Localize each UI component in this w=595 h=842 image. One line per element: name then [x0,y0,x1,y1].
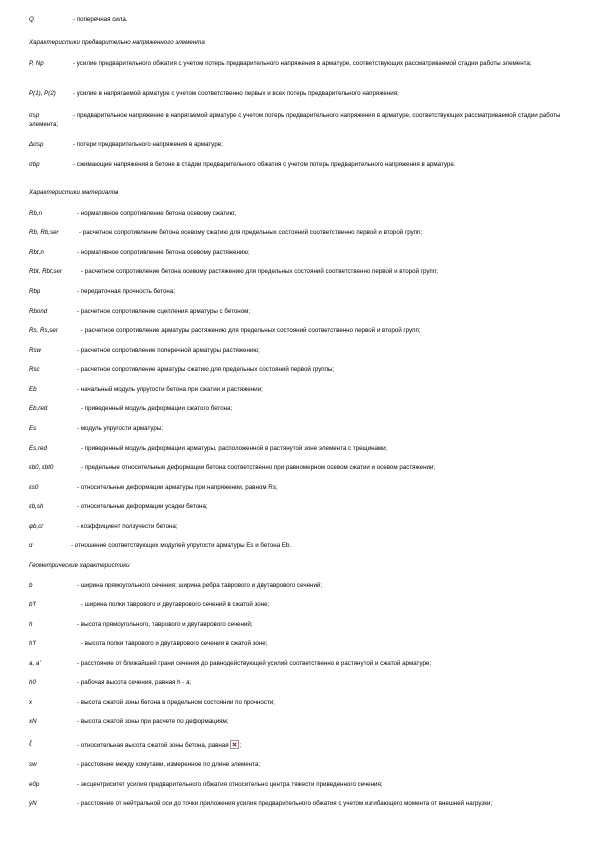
symbol-row [29,405,577,414]
symbol: P, Np [29,60,44,67]
description: - начальный модуль упругости бетона при сжатии и растяжении; [77,386,263,393]
symbol-row [29,660,577,669]
description: - расстояние от нейтральной оси до точки приложения усилия предварительного обжатия с учетом изгибающего момента от внешней нагрузки; [77,800,493,807]
symbol: Rb, Rb,ser [29,229,59,236]
description: - относительные деформации усадки бетона; [77,503,208,510]
description-with-formula: - относительная высота сжатой зоны бетона, равная ; [77,742,242,749]
description: - нормативное сопротивление бетона осевому растяжению; [77,249,250,256]
symbol: P(1), P(2) [29,90,56,97]
description: - высота полки таврового и двутаврового сечения в сжатой зоне; [81,640,268,647]
symbol-row [29,347,577,356]
symbol-row [29,386,577,395]
symbol: xN [29,718,37,725]
symbol-row [29,425,577,434]
symbol-row [29,90,577,99]
description: - ширина прямоугольного сечения; ширина ребра таврового и двутаврового сечений; [77,582,323,589]
symbol: x [29,699,33,706]
symbol: h'f [29,640,36,647]
symbol: εs0 [29,484,39,491]
symbol-row [29,366,577,375]
symbol: ξ [29,740,32,747]
symbol-row [29,464,577,473]
symbol-row [29,249,577,258]
description: - предварительное напряжение в напрягаемой арматуре с учетом потерь предварительного напряжения в арматуре, соответствующих рассматриваемой стадии работы элемента; [29,112,561,128]
symbol-row [29,621,577,630]
description: - расчетное сопротивление бетона осевому растяжению для предельных состояний соответственно первой и второй групп; [81,268,438,275]
symbol-row [29,800,577,809]
symbol: Rsc [29,366,40,373]
symbol: b [29,582,33,589]
description: - приведенный модуль деформации арматуры, расположенной в растянутой зоне элемента с трещинами; [81,445,388,452]
symbol: εb,sh [29,503,44,510]
symbol-row [29,210,577,219]
symbol: e0p [29,781,40,788]
section-heading-prestress: Характеристики предварительно напряженного элемента [29,39,205,46]
description: - предельные относительные деформации бетона соответственно при равномерном осевом сжатии и осевом растяжении; [81,464,436,471]
description: - высота прямоугольного, таврового и двутаврового сечений; [77,621,253,628]
broken-image-icon [230,740,239,749]
symbol-row [29,141,577,150]
symbol: Es [29,425,37,432]
description: - передаточная прочность бетона; [77,288,175,295]
symbol: Rsw [29,347,42,354]
symbol-row [29,503,577,512]
description: - расстояние между хомутами, измеренное по длине элемента; [77,761,261,768]
symbol: h0 [29,679,36,686]
symbol-row [29,161,577,170]
description: - коэффициент ползучести бетона; [77,523,178,530]
description: - усилие в напрягаемой арматуре с учетом соответственно первых и всех потерь предварительного напряжения; [73,90,399,97]
description: - высота сжатой зоны бетона в предельном состоянии по прочности; [77,699,275,706]
symbol: a, a' [29,660,41,667]
symbol-row [29,582,577,591]
symbol: Δσsp [29,141,44,148]
symbol: φb,cr [29,523,44,530]
symbol-row [29,699,577,708]
symbol-row [29,640,577,649]
symbol-row [29,268,577,277]
symbol-row [29,112,577,129]
symbol-row [29,60,577,69]
section-heading-materials: Характеристики материалов [29,189,119,196]
symbol: εb0, εbt0 [29,464,54,471]
section-heading-geometry: Геометрические характеристики [29,562,130,569]
description: - относительная высота сжатой зоны бетона, равная [77,742,229,749]
symbol-row [29,601,577,610]
symbol: Es,red [29,445,47,452]
symbol: h [29,621,33,628]
description: - рабочая высота сечения, равная h - a; [77,679,192,686]
description: - отношение соответствующих модулей упругости арматуры Es и бетона Eb. [71,542,292,549]
symbol-row [29,308,577,317]
description: - модуль упругости арматуры; [77,425,164,432]
description: - ширина полки таврового и двутаврового сечений в сжатой зоне; [81,601,270,608]
symbol-row [29,484,577,493]
description: - относительные деформации арматуры при напряжении, равном Rs; [77,484,278,491]
description: - эксцентриситет усилия предварительного обжатия относительно центра тяжести приведенного сечения; [77,781,383,788]
description: - поперечная сила. [73,16,128,23]
symbol: Rs, Rs,ser [29,327,58,334]
symbol-row [29,327,577,336]
description: - расстояние от ближайшей грани сечения до равнодействующей усилий соответственно в растянутой и сжатой арматуре; [77,660,432,667]
symbol-row [29,781,577,790]
symbol: Rbond [29,308,48,315]
symbol: Q [29,16,34,23]
description: - высота сжатой зоны при расчете по деформациям; [77,718,229,725]
symbol-row [29,740,577,751]
symbol-row [29,523,577,532]
symbol: b'f [29,601,36,608]
description: - расчетное сопротивление сцепления арматуры с бетоном; [77,308,251,315]
symbol-row [29,679,577,688]
symbol: Rbt,n [29,249,44,256]
symbol: Eb,red [29,405,48,412]
symbol: Rb,n [29,210,43,217]
symbol-row [29,288,577,297]
symbol: Rbp [29,288,41,295]
symbol-row [29,16,577,25]
symbol: σsp [29,112,40,119]
description: - расчетное сопротивление поперечной арматуры растяжению; [77,347,260,354]
description: - сжимающие напряжения в бетоне в стадии предварительного обжатия с учетом потерь предварительного напряжения в арматуре. [73,161,456,168]
symbol-row [29,445,577,454]
symbol-row [29,761,577,770]
symbol: yN [29,800,37,807]
symbol-row [29,542,577,551]
symbol-row [29,229,577,238]
symbol-row [29,718,577,727]
description: - расчетное сопротивление арматуры сжатию для предельных состояний первой группы; [77,366,335,373]
symbol: σbp [29,161,40,168]
description: - нормативное сопротивление бетона осевому сжатию; [77,210,236,217]
description: - усилие предварительного обжатия с учетом потерь предварительного напряжения в арматуре, соответствующих рассматриваемой стадии работы элемента; [73,60,532,67]
symbol: Rbt, Rbt,ser [29,268,63,275]
symbol: sw [29,761,37,768]
description: - приведенный модуль деформации сжатого бетона; [81,405,233,412]
symbol: Eb [29,386,37,393]
description: - расчетное сопротивление бетона осевому сжатию для предельных состояний соответственно первой и второй групп; [79,229,423,236]
description: - расчетное сопротивление арматуры растяжению для предельных состояний соответственно первой и второй групп; [81,327,421,334]
description: - потери предварительного напряжения в арматуре; [73,141,223,148]
symbol: α [29,542,33,549]
